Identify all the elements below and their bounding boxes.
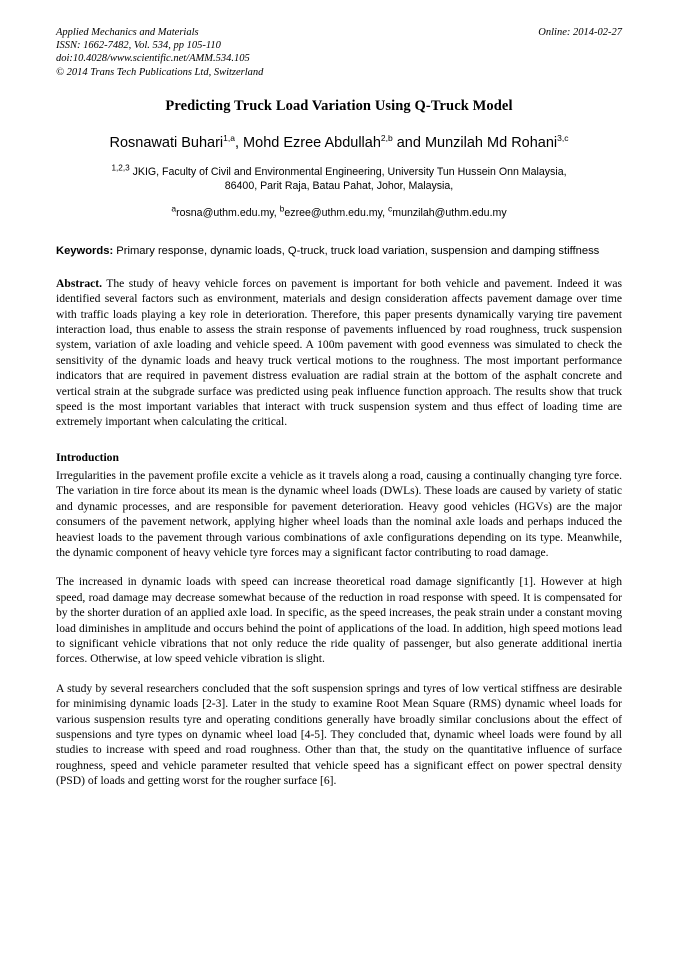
- journal-name: Applied Mechanics and Materials: [56, 27, 199, 38]
- author-3-name: Munzilah Md Rohani: [424, 134, 558, 151]
- intro-paragraph-3: A study by several researchers concluded that the soft suspension springs and tyres of low vertical stiffness are desirable for minimising dynamic loads [2-3]. Later in the study to examine Root Mean Square (RMS) dynamic wheel loads for various suspension results tyre and operating conditions generally have broadly similar conclusions about the effect of suspensions and tyre types on dynamic wheel load [4-5]. They concluded that, dynamic wheel loads were found by all studies to increase with speed and road roughness. Other than that, the study on the quantitative influence of surface roughness, speed and vehicle parameter resulted that vehicle speed has a significant effect on power spectral density (PSD) of loads and getting worst for the rougher surface [6].: [56, 681, 622, 788]
- keywords-label: Keywords:: [56, 244, 114, 257]
- author-separator-2: and: [392, 134, 425, 151]
- email-a: rosna@uthm.edu.my,: [176, 206, 280, 219]
- email-c: munzilah@uthm.edu.my: [392, 206, 507, 219]
- page-title: Predicting Truck Load Variation Using Q-Truck Model: [165, 97, 513, 114]
- keywords-text: Primary response, dynamic loads, Q-truck, truck load variation, suspension and damping stiffness: [113, 244, 600, 257]
- author-1-name: Rosnawati Buhari: [109, 134, 224, 151]
- affiliation-block: [56, 165, 622, 194]
- section-heading-introduction: Introduction: [56, 450, 119, 464]
- author-3-affiliation-marker: 3,c: [557, 132, 569, 143]
- keywords-block: [56, 244, 622, 259]
- intro-paragraph-2: The increased in dynamic loads with speed can increase theoretical road damage significantly [1]. However at high speed, road damage may decrease somewhat because of the reduction in road response with speed. It is compensated for by the shorter duration of an applied axle load. In specific, as the speed increases, the peak strain under a constant moving load diminishes in amplitude and occurs behind the point of applications of the load. In addition, high speed motions lead to significant vehicle vibrations that not only reduce the ride quality of passenger, but also generate additional inertia forces. Otherwise, at low speed vehicle vibration is slight.: [56, 575, 622, 666]
- abstract-label: Abstract.: [56, 276, 103, 290]
- page-header: [56, 26, 622, 79]
- affiliation-line-2: 86400, Parit Raja, Batau Pahat, Johor, Malaysia,: [224, 180, 454, 193]
- doi-line: doi:10.4028/www.scientific.net/AMM.534.105: [56, 53, 250, 65]
- copyright-line: © 2014 Trans Tech Publications Ltd, Switzerland: [56, 66, 264, 78]
- author-separator-1: ,: [234, 134, 244, 151]
- author-2-affiliation-marker: 2,b: [380, 132, 393, 143]
- abstract-block: [56, 276, 622, 430]
- affiliation-marker: 1,2,3: [111, 163, 130, 173]
- email-block: [56, 203, 622, 219]
- intro-paragraph-1: Irregularities in the pavement profile excite a vehicle as it travels along a road, causing a continually changing tyre force. The variation in tire force about its mean is the dynamic wheel loads (DWLs). These loads are caused by variety of static and dynamic processes, and are responsible for pavement deterioration. Heavy good vehicles (HGVs) are the major consumers of the pavement network, applying higher wheel loads than the nominal axle loads and perhaps induced the heaviest loads to the pavement through various combinations of axle configurations depending on its type. Meanwhile, the dynamic component of heavy vehicle tyre forces may a significant factor contributing to road damage.: [56, 468, 622, 559]
- affiliation-line-1: JKIG, Faculty of Civil and Environmental Engineering, University Tun Hussein Onn Malaysia,: [129, 165, 567, 178]
- author-2-name: Mohd Ezree Abdullah: [243, 134, 381, 151]
- email-marker-b: b: [279, 203, 285, 214]
- author-list: [56, 132, 622, 151]
- email-marker-c: c: [388, 203, 393, 214]
- email-marker-a: a: [171, 203, 177, 214]
- header-journal-block: [56, 26, 528, 79]
- email-b: ezree@uthm.edu.my,: [284, 206, 388, 219]
- abstract-text: The study of heavy vehicle forces on pavement is important for both vehicle and pavement. Indeed it was identified several factors such as environment, materials and design consideration affects pavement damage over time with traffic loads playing a key role in deterioration. Therefore, this paper presents dynamically varying tire pavement interaction load, thus enable to assess the strain response of pavements influenced by road roughness, truck suspension system, variation of axle loading and vehicle speed. A 100m pavement with good evenness was simulated to check the sensitivity of the dynamic loads and heavy truck vertical motions to the roughness. The most important performance indicators that are required in pavement distress evaluation are radial strain at the bottom of the asphalt concrete and vertical strain at the subgrade surface was predicted using peak influence function approach. The results show that truck speed is the most important variables that interact with truck suspension system and thus effect of loading time are extremely important when calculating the critical.: [56, 276, 622, 429]
- author-1-affiliation-marker: 1,a: [223, 132, 235, 143]
- issn-line: ISSN: 1662-7482, Vol. 534, pp 105-110: [56, 40, 221, 52]
- online-date: Online: 2014-02-27: [538, 27, 622, 38]
